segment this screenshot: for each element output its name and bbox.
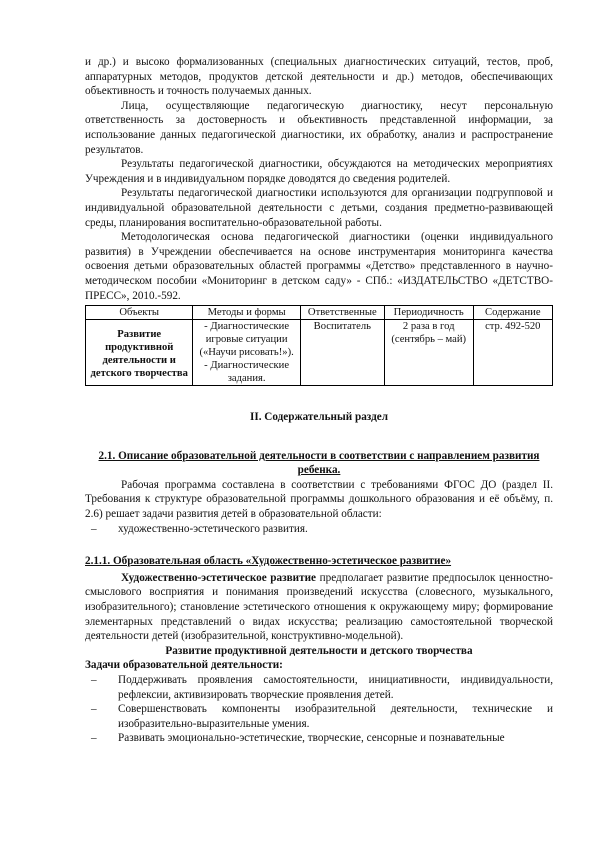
list-item: – Поддерживать проявления самостоятельности, инициативности, индивидуальности, рефлексии, активизировать творческие проявления детей. [85, 673, 553, 702]
list-item: – Совершенствовать компоненты изобразительной деятельности, технические и изобразительно-выразительные умения. [85, 702, 553, 731]
table-row [86, 320, 553, 386]
center-heading: Развитие продуктивной деятельности и детского творчества [165, 644, 473, 657]
list-item: – Развивать эмоционально-эстетические, творческие, сенсорные и познавательные [85, 731, 553, 746]
subsection-title: 2.1. Описание образовательной деятельности в соответствии с направлением развития ребенка. [98, 449, 540, 477]
tasks-title: Задачи образовательной деятельности: [85, 659, 283, 672]
area-text: предполагает развитие предпосылок ценностно-смыслового восприятия и понимания произведений искусства (словесного, музыкального, изобразительного); становление эстетического отношения к окружающему миру; формирование элементарных представлений о видах искусства; реализацию самостоятельной творческой деятельности детей (изобразительной, конструктивно-модельной). [85, 571, 554, 643]
section-title: II. Содержательный раздел [249, 411, 388, 424]
table-cell-responsible: Воспитатель [300, 320, 384, 386]
table-header-cell: Ответственные [300, 306, 384, 320]
table-cell-content: стр. 492-520 [473, 320, 552, 386]
paragraph-results-discussion: Результаты педагогической диагностики, обсуждаются на методических мероприятиях Учреждения и в индивидуальном порядке доводятся до сведения родителей. [85, 158, 553, 185]
table-header-cell: Периодичность [384, 306, 473, 320]
table-cell-object: Развитие продуктивной деятельности и детского творчества [86, 320, 193, 386]
diagnostics-table [85, 305, 553, 386]
paragraph-methodology: Методологическая основа педагогической диагностики (оценки индивидуального развития) в Учреждении обеспечивается на основе инструментария мониторинга качества освоения детьми образовательных областей программы «Детство» представленного в научно-методическом пособии «Мониторинг в детском саду» - СПб.: «ИЗДАТЕЛЬСТВО «ДЕТСТВО-ПРЕСС», 2010.-592. [85, 231, 553, 302]
table-cell-periodicity: 2 раза в год (сентябрь – май) [384, 320, 473, 386]
table-header-cell: Содержание [473, 306, 552, 320]
table-header-row [86, 306, 553, 320]
subsection-text: Рабочая программа составлена в соответствии с требованиями ФГОС ДО (раздел II. Требования к структуре образовательной программы дошкольного образования и её объёму, п. 2.6) решает задачи развития детей в образовательной области: [85, 478, 553, 521]
table-header-cell: Объекты [86, 306, 193, 320]
area-paragraph [85, 571, 553, 644]
paragraph-responsibility: Лица, осуществляющие педагогическую диагностику, несут персональную ответственность за достоверность и объективность представленной информации, за использование данных педагогической диагностики, их обработку, анализ и распространение результатов. [85, 99, 553, 156]
table-header-cell: Методы и формы [193, 306, 300, 320]
table-cell-methods: - Диагностические игровые ситуации («Научи рисовать!»). - Диагностические задания. [193, 320, 300, 386]
list-item: – художественно-эстетического развития. [85, 522, 553, 537]
tasks-list [85, 673, 553, 746]
paragraph-results-usage: Результаты педагогической диагностики используются для организации подгрупповой и индивидуальной образовательной деятельности с детьми, создания предметно-развивающей среды, планирования воспитательно-образовательной работы. [85, 187, 553, 229]
area-lead: Художественно-эстетическое развитие [121, 571, 317, 584]
area-title: 2.1.1. Образовательная область «Художественно-эстетическое развитие» [85, 555, 452, 568]
document-page [85, 55, 553, 746]
paragraph-methods: и др.) и высоко формализованных (специальных диагностических ситуаций, тестов, проб, аппаратурных методов, продуктов детской деятельности и др.) методов, обеспечивающих объективность и точность получаемых данных. [85, 56, 553, 98]
subsection-list [85, 522, 553, 537]
